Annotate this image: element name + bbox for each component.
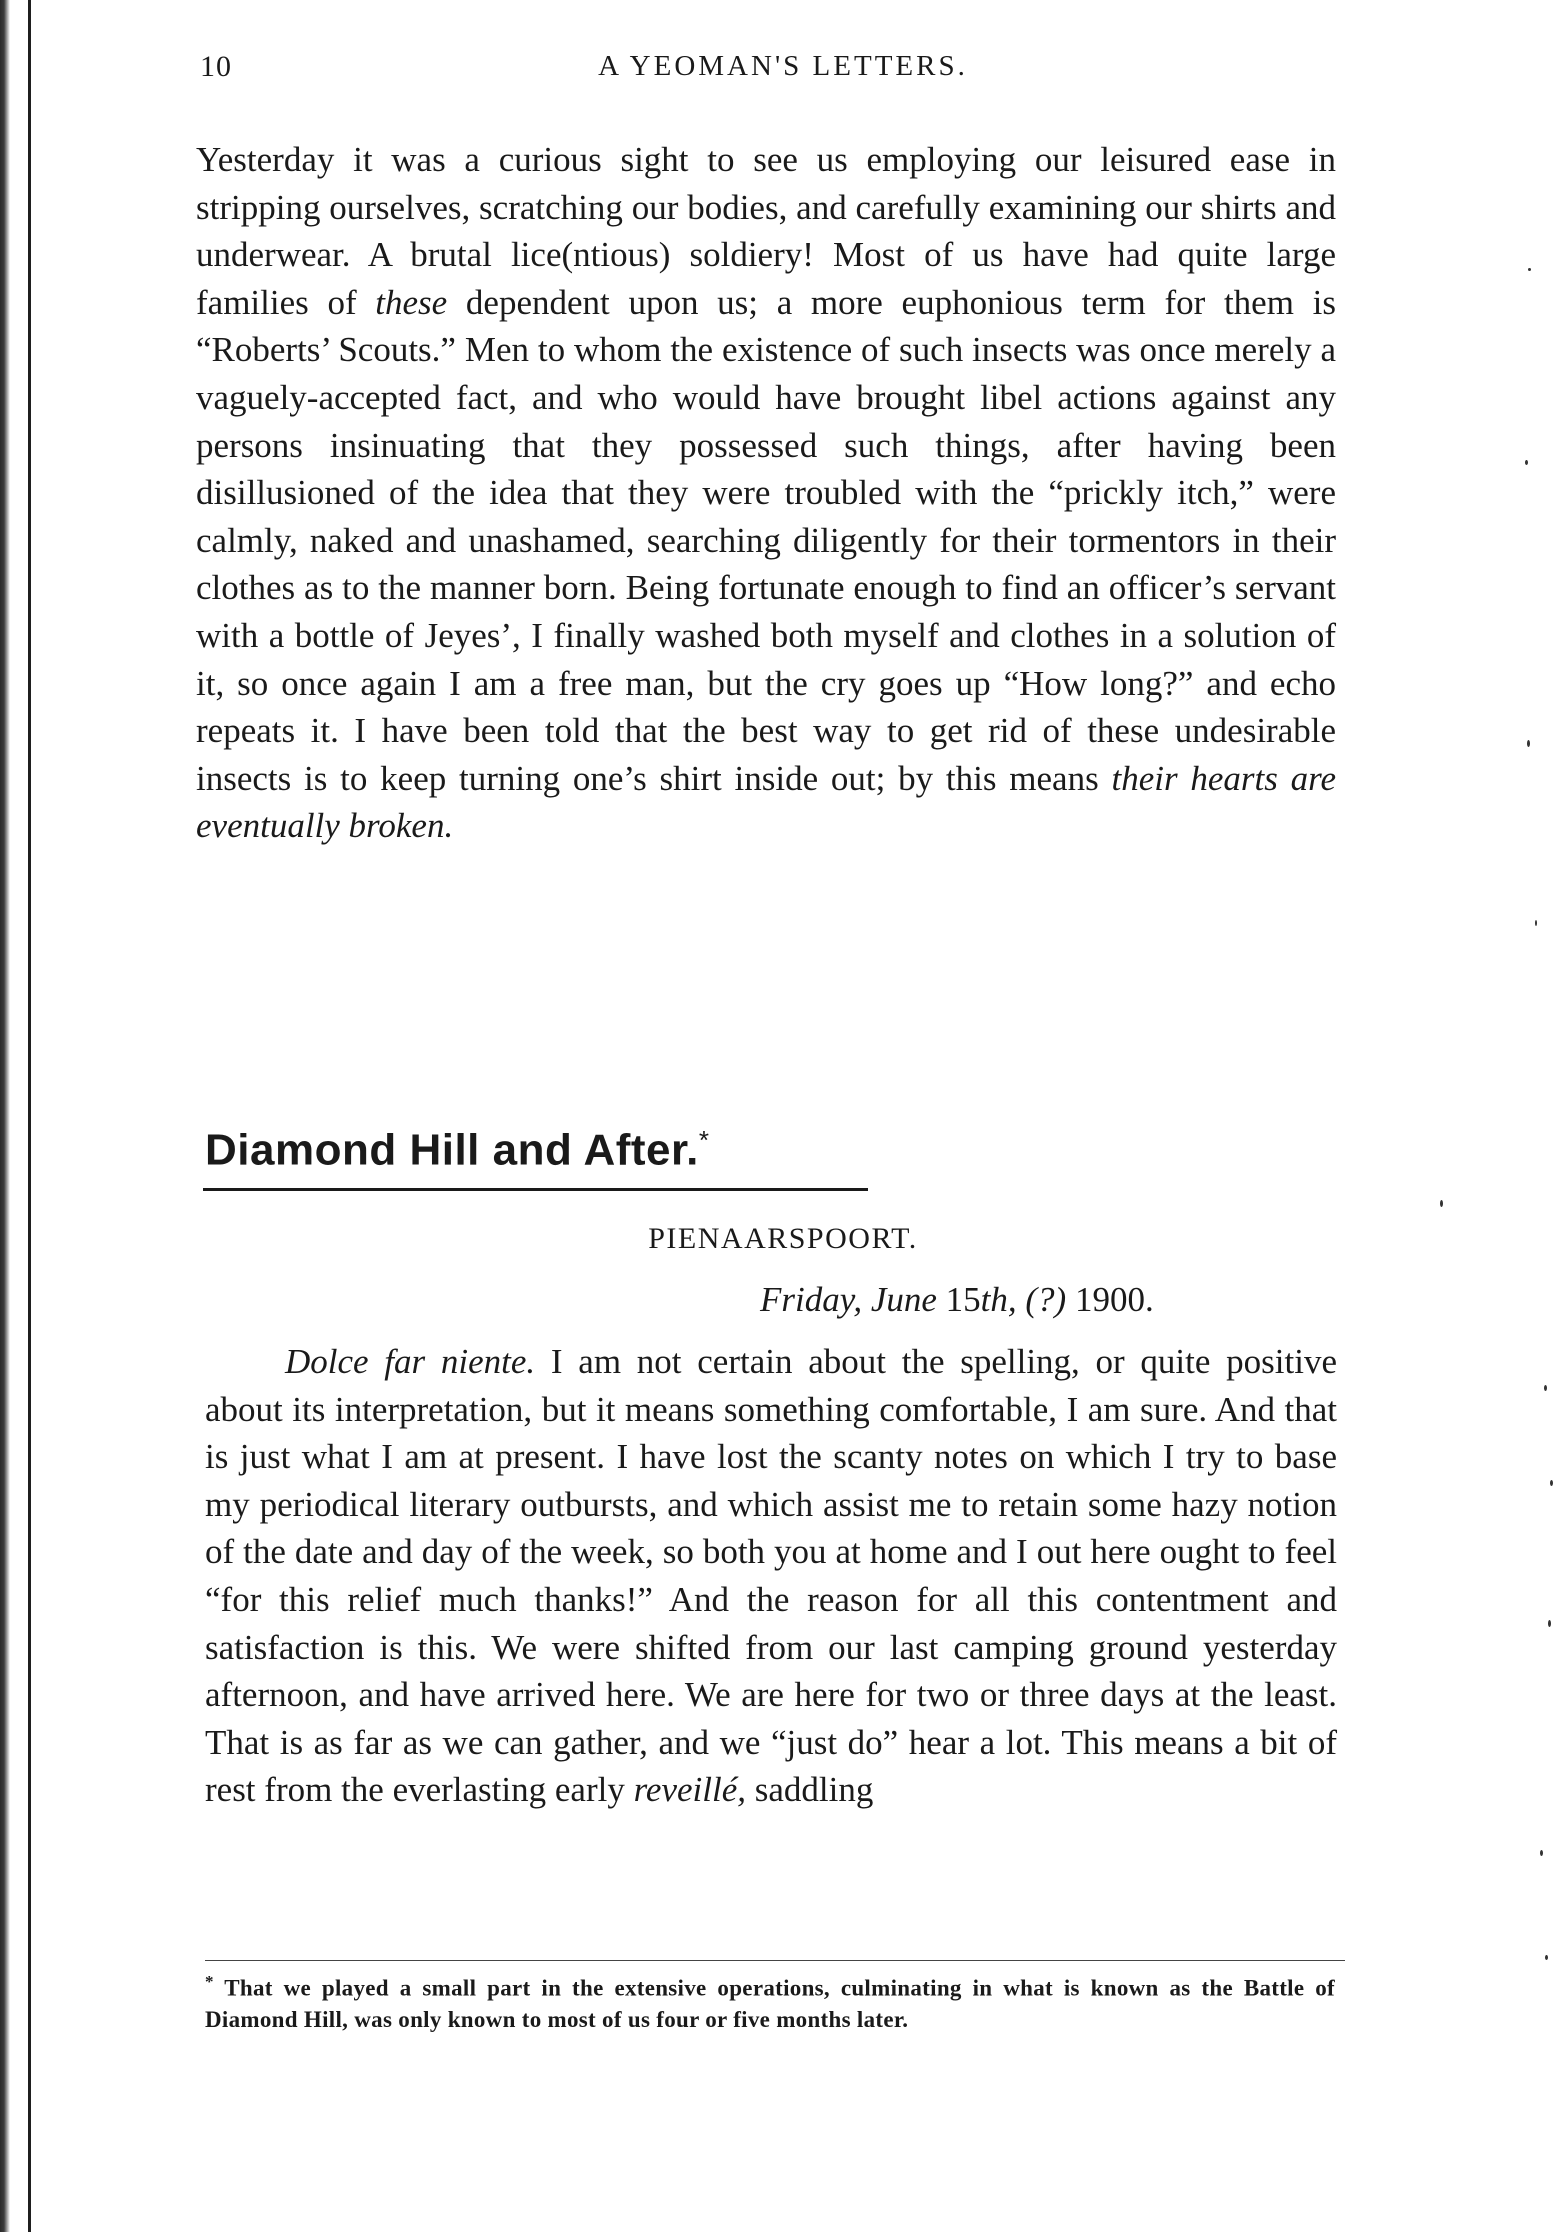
dateline [760,1280,1154,1320]
section-heading-text: Diamond Hill and After. [205,1125,699,1175]
scan-edge-line [28,0,31,2232]
scan-speck [1545,1955,1548,1960]
date-day: Friday, [760,1280,863,1319]
date-year: 1900. [1074,1280,1154,1319]
paragraph-lice [196,136,1336,850]
italic-ending: their hearts are eventually broken. [196,758,1337,846]
date-number: 15 [945,1280,981,1319]
footnote-mark: * [205,1972,214,1991]
footnote-text: That we played a small part in the extensive operations, culminating in what is known as the Battle of Diamond Hill, was only known to most of us four or five months later. [205,1975,1335,2032]
italic-reveille: reveillé, [633,1770,746,1810]
paragraph-text: I am not certain about the spelling, or quite positive about its interpretation, but it means something comfortable, I am sure. And that is just what I am at present. I have lost the scanty notes on which I try to base my periodical literary outbursts, and which assist me to retain some hazy notion of the date and day of the week, so both you at home and I out here ought to feel “for this relief much thanks!” And the reason for all this contentment and satisfaction is this. We were shifted from our last camping ground yesterday afternoon, and have arrived here. We are here for two or three days at the least. That is as far as we can gather, and we “just do” hear a lot. This means a bit of rest from the everlasting early [205,1342,1337,1810]
scan-speck [1550,1480,1553,1486]
date-query: (?) [1025,1280,1067,1319]
italic-phrase: Dolce far niente. [285,1342,536,1381]
scan-speck [1525,460,1528,465]
footnote [205,1966,1335,2035]
scan-speck [1535,920,1537,926]
scan-speck [1540,1850,1543,1856]
section-heading [205,1125,710,1176]
scan-speck [1440,1200,1443,1207]
scan-edge [0,0,14,2232]
italic-word: these [375,282,448,322]
footnote-marker: * [698,1125,710,1155]
scan-speck [1544,1385,1547,1391]
paragraph-text: Yesterday it was a curious sight to see us employing our leisured ease in stripping ourselves, scratching our bodies, and carefully examining our shirts and underwear. A brutal lice(ntious) soldiery! Most of us have had quite large families of [196,140,1336,322]
date-month: June [870,1280,937,1319]
place-name: PIENAARSPOORT. [648,1222,918,1255]
scan-speck [1528,268,1531,271]
page-number: 10 [200,50,232,83]
scan-speck [1548,1620,1551,1627]
scan-speck [1527,740,1530,747]
date-suffix: th, [980,1280,1017,1319]
paragraph-text: dependent upon us; a more euphonious term for them is “Roberts’ Scouts.” Men to whom the existence of such insects was once merely a vaguely-accepted fact, and who would have brought libel actions against any persons insinuating that they possessed such things, after having been disillusioned of the idea that they were troubled with the “prickly itch,” were calmly, naked and unashamed, searching diligently for their tormentors in their clothes as to the manner born. Being fortunate enough to find an officer’s servant with a bottle of Jeyes’, I finally washed both myself and clothes in a solution of it, so once again I am a free man, but the cry goes up “How long?” and echo repeats it. I have been told that the best way to get rid of these undesirable insects is to keep turning one’s shirt inside out; by this means [196,282,1336,798]
footnote-divider [205,1960,1345,1961]
paragraph-text: saddling [745,1770,874,1810]
running-title: A YEOMAN'S LETTERS. [598,50,968,82]
paragraph-dolce [205,1338,1337,1814]
heading-underline [203,1188,868,1191]
